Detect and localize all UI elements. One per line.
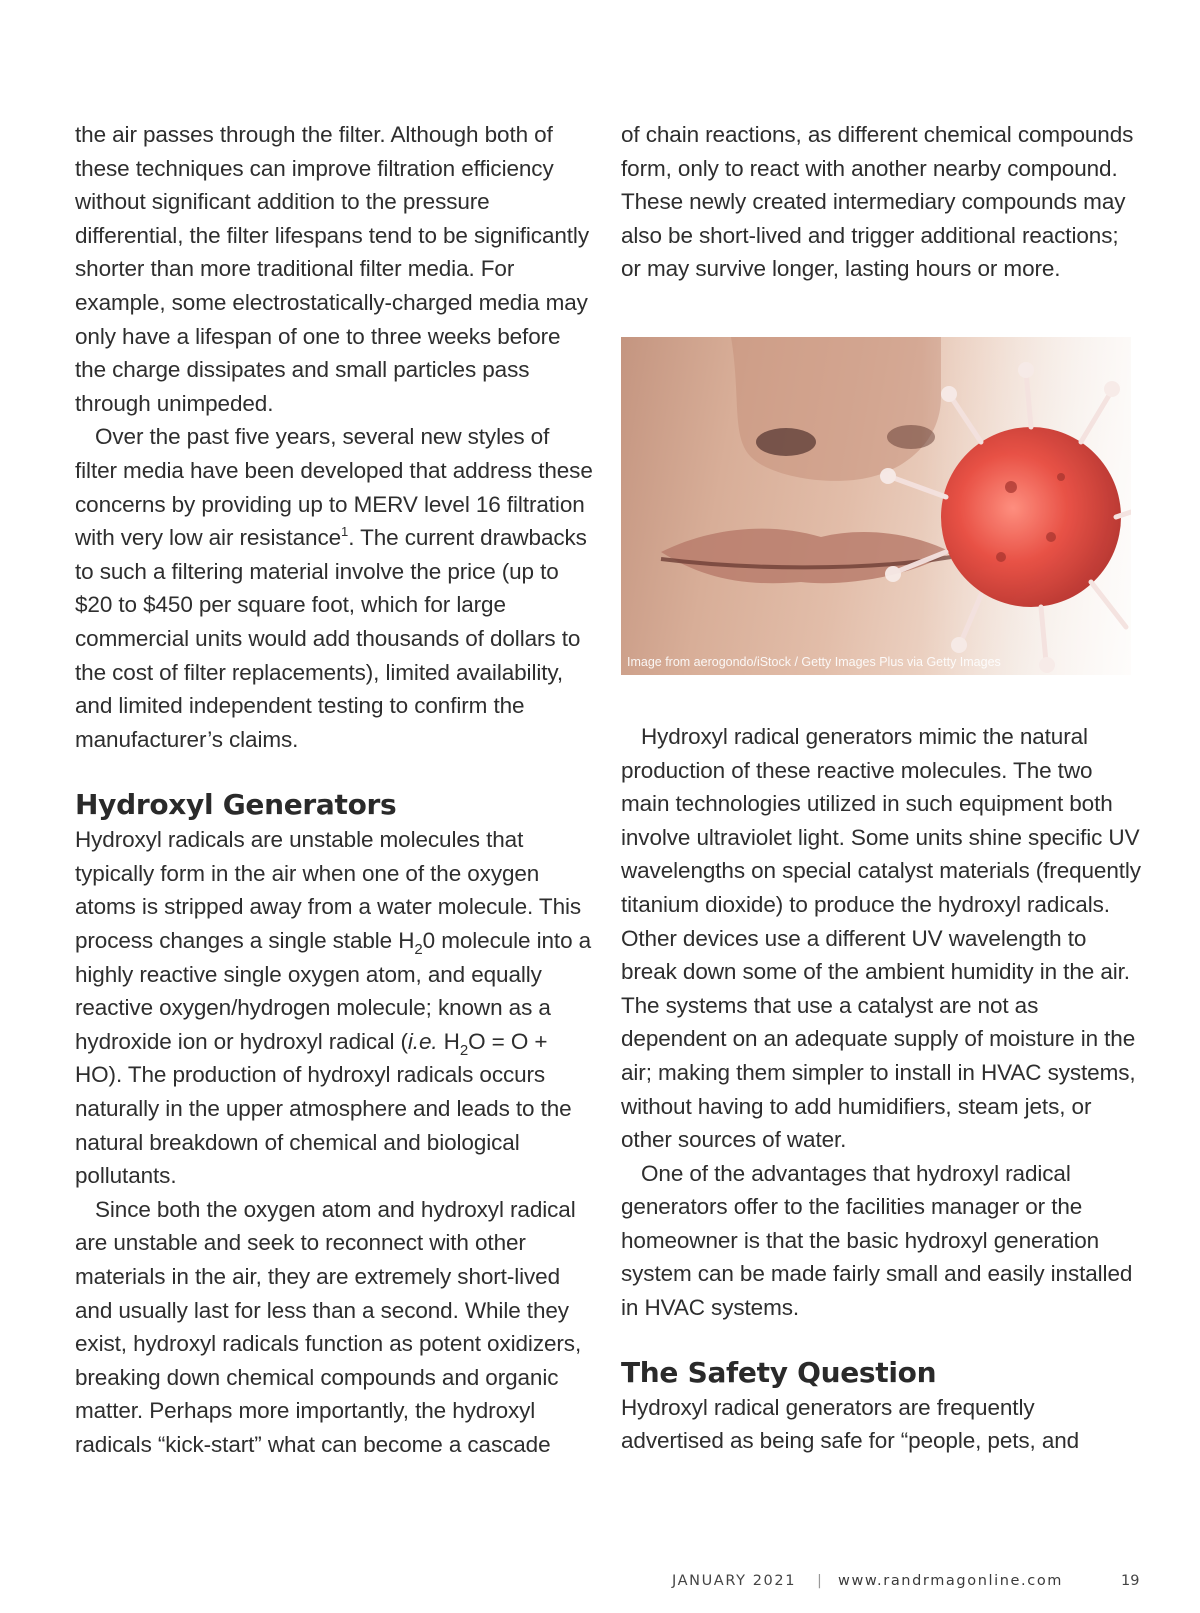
body-paragraph <box>75 420 595 756</box>
section-heading: Hydroxyl Generators <box>75 788 397 822</box>
body-paragraph: The systems that use a catalyst are not as dependent on an adequate supply of moisture in the air; making them simpler to install in HVAC systems, without having to add humidifiers, steam jets, or other sources of water. <box>621 992 1136 1153</box>
paragraph-text: 0 molecule into a highly reactive single oxygen atom, and equally reactive oxygen/hydrogen molecule; known as a hydroxide ion or hydroxyl radical ( <box>75 928 592 1054</box>
page-footer <box>0 1573 1200 1595</box>
body-paragraph: Since both the oxygen atom and hydroxyl radical are unstable and seek to reconnect with other materials in the air, they are extremely short-lived and usually last for less than a second. While they exist, hydroxyl radicals function as potent oxidizers, breaking down chemical compounds and organic matter. Perhaps more importantly, the hydroxyl radicals “kick-start” what can become a cascade <box>75 1196 582 1457</box>
paragraph-text: . The current drawbacks to such a filtering material involve the price (up to $20 to $450 per square foot, which for large commercial units would add thousands of dollars to the cost of filter replacements), limited availability, and limited independent testing to confirm the manufacturer’s claims. <box>75 525 587 752</box>
subscript: 2 <box>414 941 423 959</box>
paragraph-text: Over the past five years, several new styles of filter media have been developed that address these concerns by providing up to MERV level 16 filtration with very low air resistance <box>75 424 593 551</box>
article-figure <box>621 337 1131 675</box>
section-heading: The Safety Question <box>621 1355 937 1389</box>
body-paragraph: Hydroxyl radical generators mimic the natural production of these reactive molecules. The two main technologies utilized in such equipment both involve ultraviolet light. Some units shine specific UV wavelengths on special catalyst materials (frequently titanium dioxide) to produce the hydroxyl radicals. Other devices use a different UV wavelength to break down some of the ambient humidity in the air. <box>621 723 1141 985</box>
figure-caption: Image from aerogondo/iStock / Getty Images Plus via Getty Images <box>627 654 1001 669</box>
left-column <box>75 118 595 1462</box>
footer-separator: | <box>817 1573 822 1589</box>
face-with-virus-image <box>621 337 1131 675</box>
right-column <box>621 118 1141 1458</box>
paragraph-text: H <box>437 1028 460 1054</box>
italic-text: i.e. <box>407 1028 438 1054</box>
paragraph-text: Hydroxyl radicals are unstable molecules that typically form in the air when one of the oxygen atoms is stripped away from a water molecule. This process changes a single stable H <box>75 827 582 954</box>
subscript: 2 <box>459 1041 469 1059</box>
paragraph-text: O = O + HO). The production of hydroxyl radicals occurs naturally in the upper atmosphere and leads to the natural breakdown of chemical and biological pollutants. <box>75 1028 572 1189</box>
website-url[interactable]: www.randrmagonline.com <box>838 1573 1064 1589</box>
body-paragraph: Hydroxyl radical generators are frequently advertised as being safe for “people, pets, and <box>621 1394 1080 1454</box>
issue-date: JANUARY 2021 <box>672 1573 797 1589</box>
page-number: 19 <box>1121 1573 1140 1589</box>
body-paragraph: of chain reactions, as different chemical compounds form, only to react with another nearby compound. These newly created intermediary compounds may also be short-lived and trigger additional reactions; or may survive longer, lasting hours or more. <box>621 122 1134 282</box>
body-paragraph: the air passes through the filter. Although both of these techniques can improve filtration efficiency without significant addition to the pressure differential, the filter lifespans tend to be significantly shorter than more traditional filter media. For example, some electrostatically-charged media may only have a lifespan of one to three weeks before the charge dissipates and small particles pass through unimpeded. <box>75 122 589 416</box>
footnote-ref: 1 <box>341 524 349 540</box>
body-paragraph: One of the advantages that hydroxyl radical generators offer to the facilities manager or the homeowner is that the basic hydroxyl generation system can be made fairly small and easily installed in HVAC systems. <box>621 1160 1133 1321</box>
body-paragraph <box>75 823 595 1193</box>
